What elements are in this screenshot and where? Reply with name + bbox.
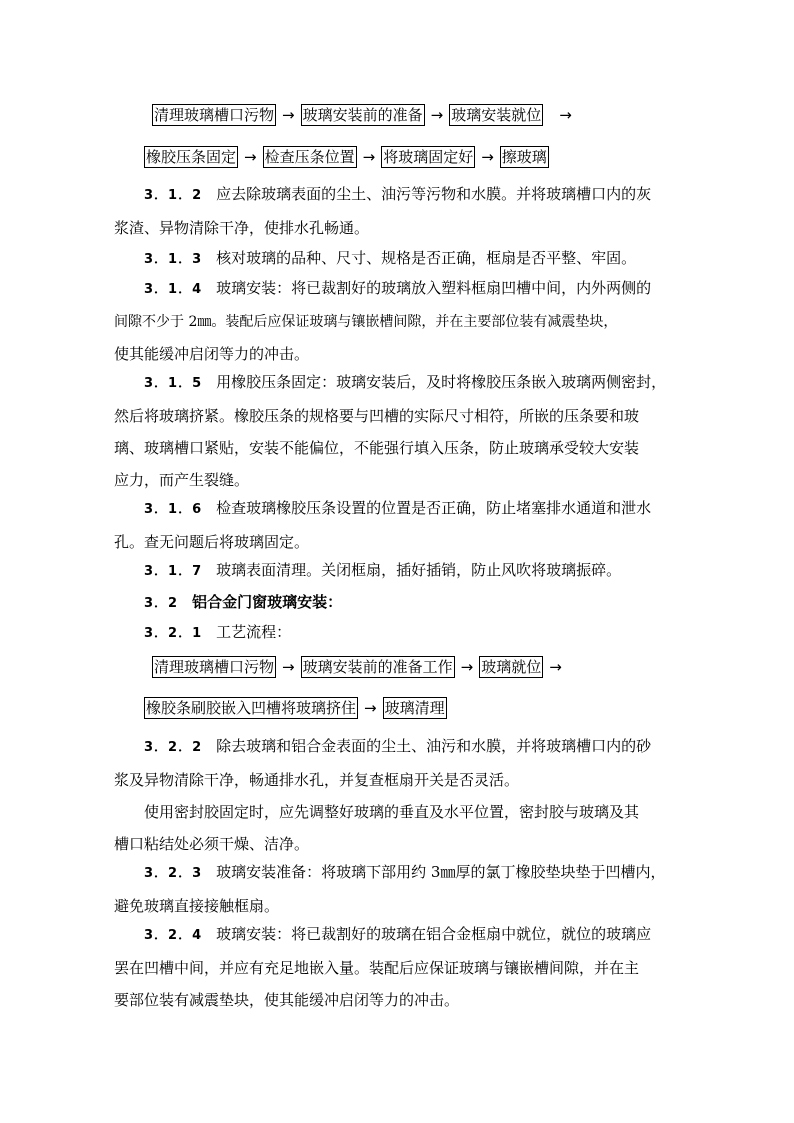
paragraph-text: 浆渣、异物清除干净，使排水孔畅通。 (114, 219, 370, 237)
process-flow-2-row-1 (152, 656, 568, 678)
paragraph-3-1-7 (114, 554, 662, 588)
paragraph-text: 工艺流程： (216, 623, 292, 641)
paragraph-text: 浆及异物清除干净，畅通排水孔，并复查框扇开关是否灵活。 (114, 771, 520, 789)
flow-step-prepare: 玻璃安装前的准备 (302, 106, 423, 124)
section-number: 3．2．3 (144, 866, 203, 881)
paragraph-text: 孔。查无问题后将玻璃固定。 (114, 533, 310, 551)
arrow-right-icon: → (362, 148, 376, 166)
paragraph-text: 使用密封胶固定时，应先调整好玻璃的垂直及水平位置，密封胶与玻璃及其 (144, 803, 640, 821)
arrow-right-icon: → (244, 148, 257, 166)
section-heading-text: 铝合金门窗玻璃安装： (192, 593, 343, 611)
flow-step-glass-in-place: 玻璃就位 (481, 658, 542, 676)
paragraph-text: 避免玻璃直接接触框扇。 (114, 897, 280, 915)
section-number: 3．2．1 (144, 626, 203, 641)
section-number: 3．1．4 (144, 282, 203, 297)
process-flow-1-row-2 (144, 146, 549, 168)
section-number: 3．2 (144, 596, 179, 611)
section-number: 3．1．2 (144, 188, 203, 203)
paragraph-text: 槽口粘结处必须干燥、洁净。 (114, 835, 310, 853)
paragraph-text: 玻璃表面清理。关闭框扇，插好插销，防止风吹将玻璃振碎。 (216, 561, 622, 579)
paragraph-3-2-1 (114, 616, 662, 650)
section-number: 3．2．2 (144, 740, 203, 755)
paragraph-3-1-3 (114, 242, 662, 276)
arrow-right-icon: → (559, 106, 572, 124)
paragraph-3-1-2 (114, 178, 662, 244)
section-number: 3．1．6 (144, 502, 203, 517)
section-number: 3．2．4 (144, 928, 203, 943)
flow-step-clean-groove: 清理玻璃槽口污物 (154, 106, 275, 124)
section-heading-3-2 (114, 586, 662, 620)
arrow-right-icon: → (430, 106, 444, 124)
paragraph-text: 玻璃安装：将已裁割好的玻璃在铝合金框扇中就位，就位的玻璃应 (216, 925, 652, 943)
paragraph-3-1-6 (114, 492, 662, 558)
section-number: 3．1．5 (144, 376, 203, 391)
arrow-right-icon: → (549, 658, 562, 676)
flow-step-prepare-work: 玻璃安装前的准备工作 (302, 658, 453, 676)
flow-step-wipe-glass: 擦玻璃 (501, 148, 547, 166)
paragraph-text: 核对玻璃的品种、尺寸、规格是否正确，框扇是否平整、牢固。 (216, 249, 637, 267)
paragraph-text: 除去玻璃和铝合金表面的尘土、油污和水膜，并将玻璃槽口内的砂 (216, 737, 652, 755)
paragraph-3-1-4 (114, 272, 662, 370)
paragraph-text: 应力，而产生裂缝。 (114, 471, 250, 489)
paragraph-3-2-3 (114, 856, 666, 922)
flow-step-rubber-strip-fix: 橡胶压条固定 (146, 148, 237, 166)
arrow-right-icon: → (481, 148, 494, 166)
paragraph-text: 然后将玻璃挤紧。橡胶压条的规格要与凹槽的实际尺寸相符，所嵌的压条要和玻 (114, 407, 640, 425)
paragraph-3-1-5 (114, 366, 667, 496)
flow-step-check-strip-position: 检查压条位置 (264, 148, 355, 166)
section-number: 3．1．3 (144, 252, 203, 267)
arrow-right-icon: → (282, 658, 295, 676)
flow-step-fix-glass: 将玻璃固定好 (383, 148, 474, 166)
flow-step-install-in-place: 玻璃安装就位 (451, 106, 542, 124)
paragraph-text: 应去除玻璃表面的尘土、油污等污物和水膜。并将玻璃槽口内的灰 (216, 185, 652, 203)
paragraph-text: 玻璃安装准备：将玻璃下部用约 3㎜厚的氯丁橡胶垫块垫于凹槽内， (216, 863, 666, 881)
paragraph-text: 罢在凹槽中间，并应有充足地嵌入量。装配后应保证玻璃与镶嵌槽间隙，并在主 (114, 959, 640, 977)
paragraph-3-2-4 (114, 918, 662, 1016)
process-flow-1-row-1 (152, 104, 578, 126)
arrow-right-icon: → (460, 658, 474, 676)
paragraph-text: 要部位装有减震垫块，使其能缓冲启闭等力的冲击。 (114, 991, 460, 1009)
arrow-right-icon: → (282, 106, 295, 124)
paragraph-text: 检查玻璃橡胶压条设置的位置是否正确，防止堵塞排水通道和泄水 (216, 499, 652, 517)
paragraph-text: 使其能缓冲启闭等力的冲击。 (114, 345, 310, 363)
paragraph-3-2-2 (114, 730, 662, 860)
process-flow-2-row-2 (144, 697, 447, 719)
paragraph-text: 用橡胶压条固定：玻璃安装后，及时将橡胶压条嵌入玻璃两侧密封， (216, 373, 667, 391)
flow-step-glass-clean: 玻璃清理 (384, 699, 445, 717)
arrow-right-icon: → (364, 699, 377, 717)
paragraph-text: 璃、玻璃槽口紧贴，安装不能偏位，不能强行填入压条，防止玻璃承受较大安装 (114, 439, 640, 457)
flow-step-rubber-glue-insert: 橡胶条刷胶嵌入凹槽将玻璃挤住 (146, 699, 357, 717)
paragraph-text: 玻璃安装：将已裁割好的玻璃放入塑料框扇凹槽中间，内外两侧的 (216, 279, 652, 297)
section-number: 3．1．7 (144, 564, 203, 579)
flow-step-clean-groove: 清理玻璃槽口污物 (154, 658, 275, 676)
paragraph-text: 间隙不少于 2㎜。装配后应保证玻璃与镶嵌槽间隙，并在主要部位装有减震垫块， (114, 314, 618, 330)
